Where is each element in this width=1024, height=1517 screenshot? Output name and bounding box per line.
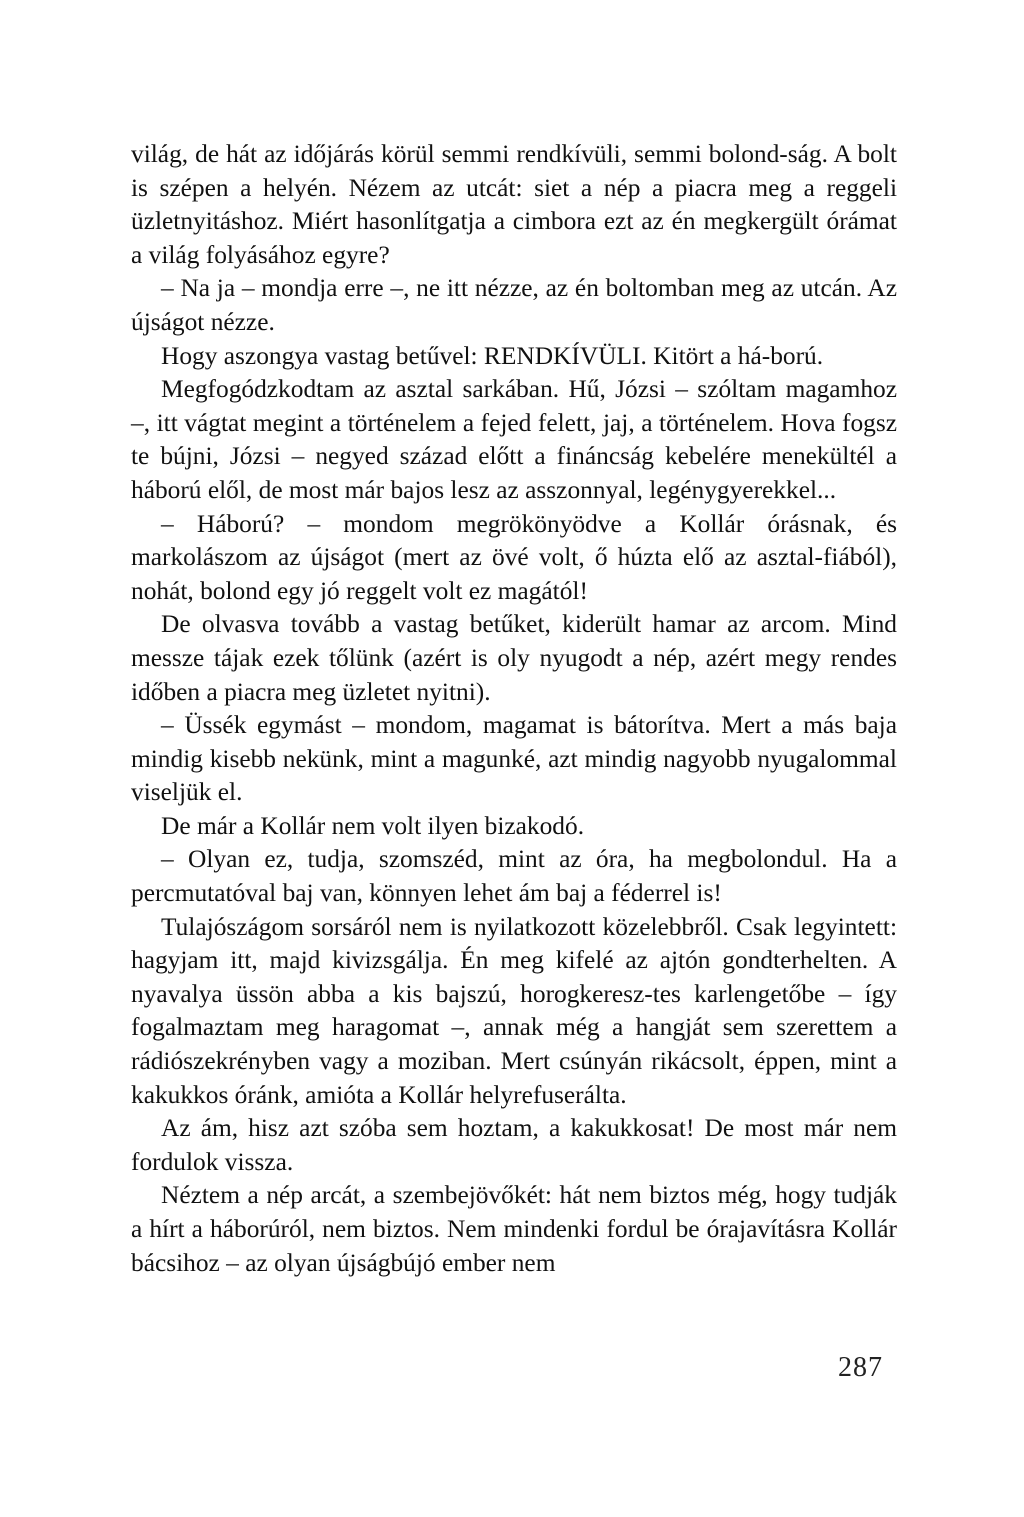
paragraph: Néztem a nép arcát, a szembejövőkét: hát nem biztos még, hogy tudják a hírt a háborúról, nem biztos. Nem mindenki fordul be órajavításra Kollár bácsihoz – az olyan újságbújó ember nem — [131, 1181, 897, 1277]
paragraph: – Háború? – mondom megrökönyödve a Kollár órásnak, és markolászom az újságot (mert az övé volt, ő húzta elő az asztal-fiából), nohát, bolond egy jó reggelt volt ez magától! — [131, 509, 897, 605]
paragraph: De olvasva tovább a vastag betűket, kiderült hamar az arcom. Mind messze tájak ezek tőlünk (azért is oly nyugodt a nép, azért megy rendes időben a piacra meg üzletet nyitni). — [131, 610, 897, 706]
paragraph: Hogy aszongya vastag betűvel: RENDKÍVÜLI. Kitört a há-ború. — [161, 341, 824, 370]
page-number: 287 — [838, 1352, 883, 1383]
paragraph: – Na ja – mondja erre –, ne itt nézze, az én boltomban meg az utcán. Az újságot nézze. — [131, 274, 897, 336]
paragraph: De már a Kollár nem volt ilyen bizakodó. — [161, 811, 585, 840]
paragraph: Tulajószágom sorsáról nem is nyilatkozott közelebbről. Csak legyintett: hagyjam itt, majd kivizsgálja. Én meg kifelé az ajtón gondterhelten. A nyavalya üssön abba a kis bajszú, horogkeresz-tes karlengetőbe – így fogalmaztam meg haragomat –, annak még a hangját sem szerettem a rádiószekrényben vagy a moziban. Mert csúnyán rikácsolt, éppen, mint a kakukkos óránk, amióta a Kollár helyrefuserálta. — [131, 912, 897, 1109]
page-body — [131, 138, 897, 1280]
paragraph: – Olyan ez, tudja, szomszéd, mint az óra, ha megbolondul. Ha a percmutatóval baj van, könnyen lehet ám baj a féderrel is! — [131, 845, 897, 908]
paragraph: világ, de hát az időjárás körül semmi rendkívüli, semmi bolond-ság. A bolt is szépen a helyén. Nézem az utcát: siet a nép a piacra meg a reggeli üzletnyitáshoz. Miért hasonlítgatja a cimbora ezt az én megkergült órámat a világ folyásához egyre? — [131, 140, 897, 269]
paragraph: Megfogódzkodtam az asztal sarkában. Hű, Józsi – szóltam magamhoz –, itt vágtat megint a történelem a fejed felett, jaj, a történelem. Hova fogsz te bújni, Józsi – negyed század előtt a fináncság kebelére menekültél a háború elől, de most már bajos lesz az asszonnyal, legénygyerekkel... — [131, 375, 897, 504]
paragraph: Az ám, hisz azt szóba sem hoztam, a kakukkosat! De most már nem fordulok vissza. — [131, 1114, 897, 1176]
paragraph: – Üssék egymást – mondom, magamat is bátorítva. Mert a más baja mindig kisebb nekünk, mint a magunké, azt mindig nagyobb nyugalommal viseljük el. — [131, 711, 897, 807]
